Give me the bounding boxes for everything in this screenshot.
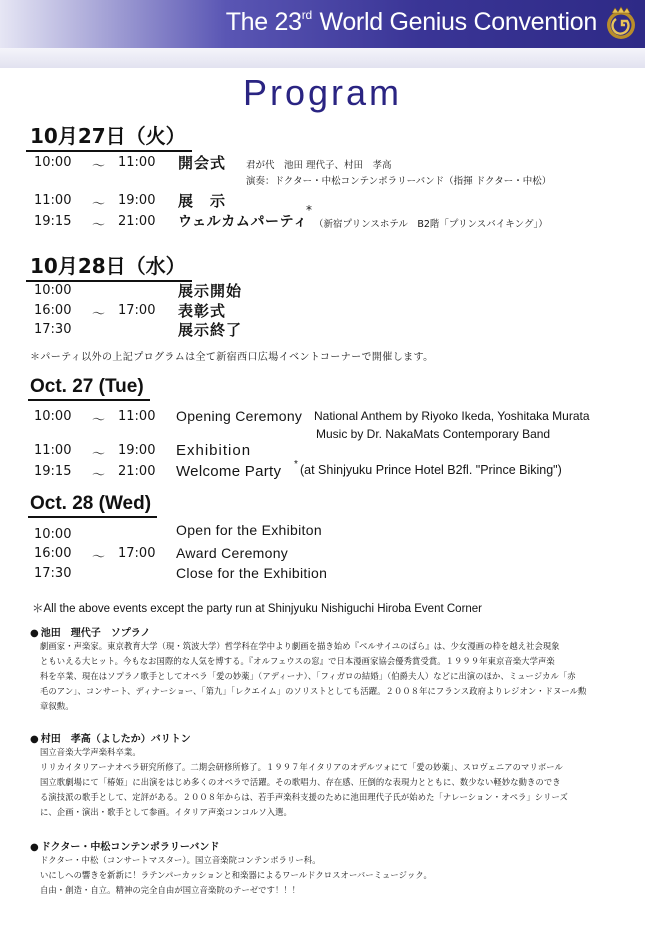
schedule-row-detail xyxy=(0,168,645,188)
end-time: 19:00 xyxy=(118,193,156,208)
schedule-row xyxy=(0,190,645,210)
schedule-row xyxy=(0,524,645,544)
bio-line: いにしへの響きを新新に！ラテンパーカッションと和楽器によるワールドクロスオーバーミュージック。 xyxy=(40,870,432,880)
time-separator: ～ xyxy=(92,413,106,428)
time-separator: ～ xyxy=(92,159,106,174)
bio-line: 国立音楽大学声楽科卒業。 xyxy=(40,747,141,757)
event-name: 開会式 xyxy=(178,154,227,172)
start-time: 19:15 xyxy=(34,464,72,479)
schedule-row xyxy=(0,319,645,339)
bio-line: 章叙勲。 xyxy=(40,701,74,711)
end-time: 11:00 xyxy=(118,409,156,424)
bio-name xyxy=(30,730,630,745)
bio-line: 国立歌劇場にて「椿姫」に出演をはじめ多くのオペラで活躍。その歌唱力、存在感、圧倒的な表現力とともに、数少ない軽妙な動きのでき xyxy=(40,777,561,787)
asterisk-mark: * xyxy=(294,459,298,470)
schedule-row xyxy=(0,543,645,563)
schedule-row xyxy=(0,440,645,460)
day-heading-jp-oct28: 10月28日（水） xyxy=(26,250,192,282)
event-name: Award Ceremony xyxy=(176,545,289,561)
bio-nakamats-band xyxy=(30,838,630,898)
bio-name xyxy=(30,838,630,853)
end-time: 17:00 xyxy=(118,303,156,318)
event-detail: 君が代 池田 理代子、村田 孝高 xyxy=(246,160,392,171)
page-title: Program xyxy=(242,72,403,113)
schedule-row xyxy=(0,280,645,300)
bio-line: 劇画家・声楽家。東京教育大学（現・筑波大学）哲学科在学中より劇画を描き始め『ベルサイユのばら』は、少女漫画の枠を越え社会現象 xyxy=(40,641,560,651)
end-time: 19:00 xyxy=(118,443,156,458)
bio-line: ドクター・中松（コンサートマスター）。国立音楽院コンテンポラリー科。 xyxy=(40,855,321,865)
time-separator: ～ xyxy=(92,447,106,462)
start-time: 11:00 xyxy=(34,193,72,208)
event-detail: （新宿プリンスホテル B2階「プリンスバイキング」） xyxy=(314,219,548,230)
event-name: Open for the Exhibiton xyxy=(176,522,322,538)
time-separator: ～ xyxy=(92,468,106,483)
end-time: 21:00 xyxy=(118,214,156,229)
end-time: 17:00 xyxy=(118,546,156,561)
bio-line: 自由・創造・自立。精神の完全自由が国立音楽院のテーゼです！！！ xyxy=(40,885,301,895)
end-time: 21:00 xyxy=(118,464,156,479)
event-name: 表彰式 xyxy=(178,302,227,320)
bio-line: 科を卒業、現在はソプラノ歌手としてオペラ「愛の妙薬」（アディーナ）、「フィガロの結婚」（伯爵夫人）などに出演のほか、ミュージカル「赤 xyxy=(40,671,576,681)
bio-line: 毛のアン」、コンサート、ディナーショー、「第九」「レクエイム」のソリストとしても活躍。２００８年にフランス政府よりレジオン・ドヌール勲 xyxy=(40,686,587,696)
start-time: 19:15 xyxy=(34,214,72,229)
day-heading-en-oct28: Oct. 28 (Wed) xyxy=(28,493,157,518)
event-detail: 演奏：ドクター・中松コンテンポラリーバンド（指揮 ドクター・中松） xyxy=(246,176,552,187)
schedule-row xyxy=(0,203,645,233)
bio-line: ともいえる大ヒット。今もなお国際的な人気を博する。『オルフェウスの窓』で日本漫画家協会優秀賞受賞。１９９９年東京音楽大学声楽 xyxy=(40,656,555,666)
bullet-icon: ● xyxy=(30,842,39,853)
time-separator: ～ xyxy=(92,197,106,212)
bio-name-text: 村田 孝高（よしたか）バリトン xyxy=(40,734,191,745)
header-rule xyxy=(0,48,645,68)
event-name: Opening Ceremony xyxy=(176,408,303,424)
bio-name xyxy=(30,624,630,639)
bio-riyoko-ikeda xyxy=(30,624,630,714)
time-separator: ～ xyxy=(92,307,106,322)
event-detail: Music by Dr. NakaMats Contemporary Band xyxy=(316,427,551,441)
bio-line: に、企画・演出・歌手として参画。イタリア声楽コンコルソ入選。 xyxy=(40,807,292,817)
time-separator: ～ xyxy=(92,218,106,233)
bullet-icon: ● xyxy=(30,628,39,639)
schedule-row xyxy=(0,300,645,320)
bio-name-text: 池田 理代子 ソプラノ xyxy=(40,628,151,639)
schedule-row xyxy=(0,563,645,583)
event-detail: (at Shinjyuku Prince Hotel B2fl. "Prince Biking") xyxy=(300,463,562,477)
start-time: 16:00 xyxy=(34,546,72,561)
event-name: 展示開始 xyxy=(178,282,243,300)
end-time: 11:00 xyxy=(118,155,156,170)
bullet-icon: ● xyxy=(30,734,39,745)
event-name: 展示終了 xyxy=(178,321,243,339)
bio-name-text: ドクター・中松コンテンポラリーバンド xyxy=(40,842,220,853)
start-time: 10:00 xyxy=(34,155,72,170)
bio-line: リリカイタリアーナオペラ研究所修了。二期会研修所修了。１９９７年イタリアのオデルツォにて「愛の妙薬」、スロヴェニアのマリボール xyxy=(40,762,563,772)
time-separator: ～ xyxy=(92,550,106,565)
event-name: Close for the Exhibition xyxy=(176,565,328,581)
schedule-row xyxy=(0,461,645,481)
start-time: 11:00 xyxy=(34,443,72,458)
start-time: 16:00 xyxy=(34,303,72,318)
day-heading-en-oct27: Oct. 27 (Tue) xyxy=(28,376,150,401)
start-time: 17:30 xyxy=(34,566,72,581)
event-name: ウェルカムパーティ xyxy=(178,214,308,230)
start-time: 17:30 xyxy=(34,322,72,337)
event-detail: National Anthem by Riyoko Ikeda, Yoshitaka Murata xyxy=(314,409,590,423)
event-name: Welcome Party xyxy=(176,463,282,480)
bio-line: る演技派の歌手として、定評がある。２００８年からは、若手声楽科支援のために池田理代子氏が始めた「ナレーション・オペラ」シリーズ xyxy=(40,792,568,802)
bio-yoshitaka-murata xyxy=(30,730,630,820)
schedule-row xyxy=(0,406,645,426)
event-name: Exhibition xyxy=(176,442,252,459)
start-time: 10:00 xyxy=(34,283,72,298)
start-time: 10:00 xyxy=(34,409,72,424)
asterisk-mark: * xyxy=(306,203,312,217)
venue-note-jp: ＊パーティ以外の上記プログラムは全て新宿西口広場イベントコーナーで開催します。 xyxy=(30,352,434,363)
day-heading-jp-oct27: 10月27日（火） xyxy=(26,120,192,152)
venue-note-en: ＊All the above events except the party run at Shinjyuku Nishiguchi Hiroba Event Corner xyxy=(32,603,483,615)
convention-title: The 23rd World Genius Convention xyxy=(225,8,597,36)
event-name: 展 示 xyxy=(178,192,227,210)
genius-convention-crown-logo-icon xyxy=(603,5,639,41)
start-time: 10:00 xyxy=(34,527,72,542)
